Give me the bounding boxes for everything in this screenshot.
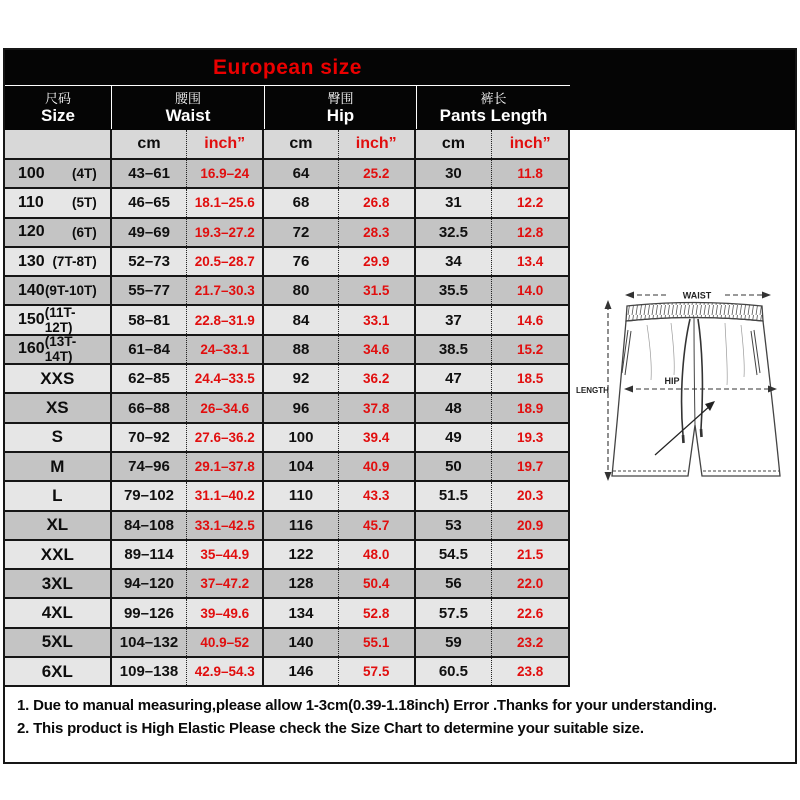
- waist-inch-cell: 37–47.2: [187, 570, 264, 597]
- length-inch-cell: 12.2: [517, 195, 544, 211]
- waist-inch-cell: 18.1–25.6: [187, 189, 264, 216]
- length-cm-cell: 53: [416, 512, 493, 539]
- length-inch-cell: 11.8: [517, 166, 543, 182]
- length-inch-cell: 18.9: [517, 400, 544, 416]
- note-2: 2. This product is High Elastic Please check the Size Chart to determine your suitable size.: [17, 720, 644, 737]
- column-header-size-cn: 尺码: [44, 91, 71, 106]
- waist-cm-cell: 89–114: [112, 541, 188, 568]
- length-cm-cell: 37: [416, 306, 493, 333]
- size-label: 6XL: [41, 661, 73, 681]
- size-label: XL: [46, 515, 69, 535]
- hip-inch-cell: 57.5: [339, 658, 416, 685]
- waist-cm-cell: 66–88: [112, 394, 188, 421]
- waist-cm-cell: 99–126: [112, 599, 188, 626]
- size-cell: [5, 599, 112, 626]
- size-label: 5XL: [41, 632, 73, 652]
- waist-inch-cell: 42.9–54.3: [187, 658, 264, 685]
- length-cm-cell: 54.5: [416, 541, 493, 568]
- hip-inch-cell: 25.2: [339, 160, 416, 187]
- column-header-hip-en: Hip: [326, 106, 355, 125]
- length-cm-cell: 57.5: [416, 599, 493, 626]
- length-inch-cell: 20.9: [517, 517, 544, 533]
- size-cell: [5, 482, 112, 509]
- hip-arrowhead-right: [768, 386, 777, 393]
- size-label: XS: [45, 398, 69, 418]
- length-inch-cell: 23.8: [517, 664, 544, 680]
- length-inch-cell: 14.6: [517, 312, 544, 328]
- waist-cm-cell: 74–96: [112, 453, 188, 480]
- size-label: XXL: [40, 544, 74, 564]
- table-row: [5, 599, 568, 628]
- note-1: 1. Due to manual measuring,please allow 1-3cm(0.39-1.18inch) Error .Thanks for your understanding.: [17, 697, 717, 714]
- length-inch-cell: 19.3: [517, 429, 544, 445]
- column-header-waist: [112, 86, 265, 129]
- hip-inch-cell: 45.7: [339, 512, 416, 539]
- hip-inch-cell: 36.2: [339, 365, 416, 392]
- length-cm-cell: 48: [416, 394, 493, 421]
- column-header-pants-length-en: Pants Length: [439, 106, 548, 125]
- hip-inch-cell: 29.9: [339, 248, 416, 275]
- table-row: [5, 248, 568, 277]
- hip-cm-cell: 116: [264, 512, 339, 539]
- length-label: LENGTH: [576, 386, 609, 395]
- waist-cm-cell: 79–102: [112, 482, 188, 509]
- size-label: 140: [18, 281, 45, 299]
- size-label: 3XL: [41, 573, 73, 593]
- column-header-pants-length-cn: 裤长: [480, 91, 507, 106]
- waist-inch-cell: 33.1–42.5: [187, 512, 264, 539]
- length-inch-cell: 14.0: [517, 283, 544, 299]
- column-header-hip: [265, 86, 417, 129]
- length-inch-cell: 13.4: [517, 254, 544, 270]
- size-cell: [5, 160, 112, 187]
- length-cm-cell: 50: [416, 453, 493, 480]
- waist-cm-cell: 109–138: [112, 658, 188, 685]
- hip-cm-cell: 80: [264, 277, 339, 304]
- hip-inch-unit: inch”: [339, 130, 416, 158]
- hip-cm-cell: 76: [264, 248, 339, 275]
- waist-inch-cell: 40.9–52: [187, 629, 264, 656]
- hip-inch-cell: 43.3: [339, 482, 416, 509]
- waist-cm-cell: 58–81: [112, 306, 188, 333]
- hip-cm-cell: 68: [264, 189, 339, 216]
- length-inch-cell: 18.5: [517, 371, 544, 387]
- waist-cm-cell: 49–69: [112, 219, 188, 246]
- size-age-label: (9T-10T): [44, 283, 97, 299]
- waist-inch-cell: 24.4–33.5: [187, 365, 264, 392]
- hip-cm-cell: 88: [264, 336, 339, 363]
- length-inch-cell: 22.0: [517, 576, 544, 592]
- waist-arrowhead-left: [625, 292, 634, 299]
- length-cm-cell: 47: [416, 365, 493, 392]
- column-header-waist-en: Waist: [165, 106, 211, 125]
- waist-cm-cell: 46–65: [112, 189, 188, 216]
- waist-cm-cell: 61–84: [112, 336, 188, 363]
- table-row: [5, 482, 568, 511]
- header-banner: [5, 50, 795, 130]
- hip-inch-cell: 31.5: [339, 277, 416, 304]
- waist-inch-cell: 21.7–30.3: [187, 277, 264, 304]
- table-row: [5, 160, 568, 189]
- waist-cm-cell: 94–120: [112, 570, 188, 597]
- size-label: 120: [18, 223, 45, 241]
- table-row: [5, 570, 568, 599]
- waist-inch-cell: 22.8–31.9: [187, 306, 264, 333]
- size-cell: [5, 277, 112, 304]
- length-cm-cell: 31: [416, 189, 493, 216]
- table-row: [5, 453, 568, 482]
- size-age-label: (5T): [71, 195, 97, 211]
- waist-inch-cell: 24–33.1: [187, 336, 264, 363]
- length-inch-cell: 19.7: [517, 459, 544, 475]
- column-headers: [5, 86, 570, 129]
- waist-label: WAIST: [682, 290, 712, 301]
- size-age-label: (11T-12T): [44, 305, 76, 336]
- table-row: [5, 219, 568, 248]
- size-cell: [5, 365, 112, 392]
- hip-label: HIP: [664, 376, 680, 386]
- length-cm-cell: 32.5: [416, 219, 493, 246]
- hip-cm-cell: 140: [264, 629, 339, 656]
- hip-cm-cell: 134: [264, 599, 339, 626]
- waist-cm-cell: 84–108: [112, 512, 188, 539]
- size-label: 130: [18, 252, 45, 270]
- hip-inch-cell: 26.8: [339, 189, 416, 216]
- length-cm-cell: 38.5: [416, 336, 493, 363]
- waist-inch-cell: 35–44.9: [187, 541, 264, 568]
- waist-cm-cell: 55–77: [112, 277, 188, 304]
- table-row: [5, 629, 568, 658]
- waist-cm-cell: 62–85: [112, 365, 188, 392]
- size-cell: [5, 424, 112, 451]
- body-zone: [5, 130, 795, 687]
- length-cm-cell: 59: [416, 629, 493, 656]
- size-cell: [5, 394, 112, 421]
- shorts-body: [612, 318, 780, 477]
- size-cell: [5, 219, 112, 246]
- waist-inch-cell: 31.1–40.2: [187, 482, 264, 509]
- hip-cm-cell: 96: [264, 394, 339, 421]
- hip-cm-cell: 146: [264, 658, 339, 685]
- title-zone: [5, 50, 570, 86]
- size-label: M: [50, 456, 65, 476]
- size-cell: [5, 453, 112, 480]
- table-row: [5, 277, 568, 306]
- size-label: 110: [18, 193, 44, 211]
- size-cell: [5, 570, 112, 597]
- size-chart-sheet: [3, 48, 797, 764]
- table-row: [5, 541, 568, 570]
- column-header-pants-length: [417, 86, 570, 129]
- size-cell: [5, 248, 112, 275]
- size-cell: [5, 658, 112, 685]
- waist-inch-cell: 16.9–24: [187, 160, 264, 187]
- waist-inch-cell: 19.3–27.2: [187, 219, 264, 246]
- length-arrowhead-bottom: [605, 472, 612, 481]
- waist-inch-cell: 26–34.6: [187, 394, 264, 421]
- column-header-size-en: Size: [40, 106, 76, 125]
- hip-cm-cell: 72: [264, 219, 339, 246]
- waist-cm-cell: 70–92: [112, 424, 188, 451]
- page-title: European size: [213, 55, 362, 79]
- length-cm-cell: 60.5: [416, 658, 493, 685]
- shorts-diagram-area: [570, 130, 795, 687]
- hip-cm-cell: 110: [264, 482, 339, 509]
- hip-inch-cell: 40.9: [339, 453, 416, 480]
- hip-inch-cell: 50.4: [339, 570, 416, 597]
- length-cm-cell: 51.5: [416, 482, 493, 509]
- size-label: 150: [18, 311, 45, 329]
- size-table-rows: [5, 160, 568, 687]
- length-inch-cell: 12.8: [517, 224, 544, 240]
- hip-inch-cell: 55.1: [339, 629, 416, 656]
- hip-cm-cell: 122: [264, 541, 339, 568]
- size-label: XXS: [40, 368, 75, 388]
- size-cell: [5, 336, 112, 363]
- waist-inch-cell: 39–49.6: [187, 599, 264, 626]
- size-label: 4XL: [41, 603, 73, 623]
- length-cm-cell: 30: [416, 160, 493, 187]
- hip-cm-cell: 128: [264, 570, 339, 597]
- waist-cm-unit: cm: [112, 130, 188, 158]
- shorts-drawstring-aglet-left: [683, 435, 684, 443]
- table-row: [5, 424, 568, 453]
- hip-inch-cell: 34.6: [339, 336, 416, 363]
- size-label: S: [51, 427, 63, 447]
- shorts-drawstring-aglet-right: [701, 429, 702, 437]
- column-header-waist-cn: 腰围: [174, 91, 201, 106]
- length-inch-cell: 21.5: [517, 547, 544, 562]
- hip-inch-cell: 52.8: [339, 599, 416, 626]
- table-row: [5, 336, 568, 365]
- waist-cm-cell: 104–132: [112, 629, 188, 656]
- column-header-size: [5, 86, 112, 129]
- unit-empty-cell: [5, 130, 112, 158]
- hip-cm-cell: 104: [264, 453, 339, 480]
- size-label: L: [52, 485, 63, 505]
- size-cell: [5, 629, 112, 656]
- table-row: [5, 189, 568, 218]
- waist-arrowhead-right: [762, 292, 771, 299]
- shorts-measurement-diagram: [575, 285, 795, 497]
- length-inch-cell: 20.3: [517, 488, 544, 504]
- hip-inch-cell: 39.4: [339, 424, 416, 451]
- hip-cm-cell: 64: [264, 160, 339, 187]
- length-cm-cell: 56: [416, 570, 493, 597]
- length-arrowhead-top: [605, 300, 612, 309]
- length-inch-unit: inch”: [509, 135, 551, 152]
- waist-inch-cell: 29.1–37.8: [187, 453, 264, 480]
- waist-inch-cell: 20.5–28.7: [187, 248, 264, 275]
- length-inch-cell: 15.2: [517, 341, 544, 357]
- size-table: [5, 130, 570, 687]
- length-cm-cell: 34: [416, 248, 493, 275]
- unit-header-row: [5, 130, 568, 160]
- waist-cm-cell: 52–73: [112, 248, 188, 275]
- size-age-label: (6T): [71, 224, 97, 240]
- hip-cm-cell: 84: [264, 306, 339, 333]
- size-cell: [5, 305, 112, 336]
- hip-cm-cell: 100: [264, 424, 339, 451]
- table-row: [5, 306, 568, 335]
- table-row: [5, 394, 568, 423]
- size-label: 100: [18, 164, 45, 182]
- waist-cm-cell: 43–61: [112, 160, 188, 187]
- length-cm-cell: 49: [416, 424, 493, 451]
- size-age-label: (7T-8T): [52, 254, 97, 270]
- length-inch-cell: 22.6: [517, 605, 544, 621]
- column-header-hip-cn: 臀围: [327, 91, 354, 106]
- table-row: [5, 365, 568, 394]
- size-cell: [5, 541, 112, 568]
- waist-inch-unit: inch”: [187, 130, 264, 158]
- hip-inch-cell: 48.0: [339, 541, 416, 568]
- hip-cm-cell: 92: [264, 365, 339, 392]
- hip-inch-cell: 28.3: [339, 219, 416, 246]
- size-cell: [5, 189, 112, 216]
- table-row: [5, 658, 568, 687]
- size-cell: [5, 512, 112, 539]
- length-inch-cell: 23.2: [517, 634, 544, 650]
- hip-inch-cell: 37.8: [339, 394, 416, 421]
- length-cm-unit: cm: [416, 130, 493, 158]
- hip-cm-unit: cm: [264, 130, 339, 158]
- size-age-label: (13T-14T): [44, 334, 77, 365]
- hip-inch-cell: 33.1: [339, 306, 416, 333]
- size-label: 160: [18, 340, 45, 358]
- table-row: [5, 512, 568, 541]
- length-cm-cell: 35.5: [416, 277, 493, 304]
- size-age-label: (4T): [71, 166, 97, 182]
- notes-section: [5, 687, 795, 762]
- waist-inch-cell: 27.6–36.2: [187, 424, 264, 451]
